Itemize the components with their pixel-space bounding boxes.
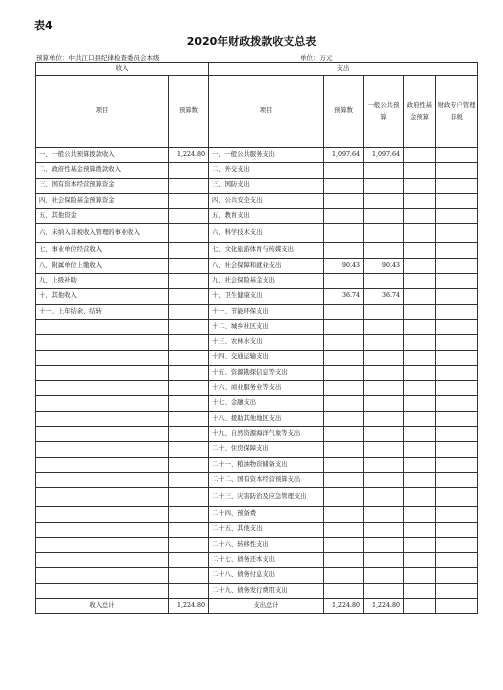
- table-row: [36, 193, 478, 208]
- income-item: [36, 488, 169, 507]
- expense-amount: [324, 381, 364, 396]
- expense-total-label: 支出总计: [209, 599, 324, 614]
- general-budget-amount: [364, 193, 404, 208]
- expense-amount: [324, 568, 364, 583]
- expense-amount: [324, 243, 364, 258]
- special-account-amount: [436, 427, 478, 442]
- income-total-amount: 1,224.80: [169, 599, 209, 614]
- gov-fund-amount: [404, 537, 436, 552]
- expense-item: 六、科学技术支出: [209, 224, 324, 243]
- table-row: [36, 224, 478, 243]
- gov-fund-amount: [404, 488, 436, 507]
- income-item: 四、社会保险基金预算资金: [36, 193, 169, 208]
- gov-fund-amount: [404, 365, 436, 380]
- income-amount: [169, 193, 209, 208]
- expense-amount: [324, 522, 364, 537]
- table-row: [36, 163, 478, 178]
- income-item: 三、国有资本经营预算资金: [36, 178, 169, 193]
- table-row: [36, 457, 478, 472]
- gov-fund-amount: [404, 442, 436, 457]
- expense-amount: [324, 442, 364, 457]
- income-amount: [169, 583, 209, 598]
- general-budget-amount: 36.74: [364, 289, 404, 304]
- expense-item: 二十五、其他支出: [209, 522, 324, 537]
- expense-amount: [324, 472, 364, 487]
- special-account-header: 财政专户管理非税: [436, 76, 478, 148]
- income-amount: [169, 381, 209, 396]
- gov-fund-amount: [404, 148, 436, 163]
- expense-amount: [324, 365, 364, 380]
- general-budget-header: 一般公共预算: [364, 76, 404, 148]
- special-account-amount: [436, 243, 478, 258]
- expense-amount: [324, 163, 364, 178]
- expense-item: 二十三、灾害防治及应急管理支出: [209, 488, 324, 507]
- expense-budget-header: 预算数: [324, 76, 364, 148]
- table-row: [36, 304, 478, 319]
- expense-amount: [324, 178, 364, 193]
- header-row-columns: [36, 76, 478, 148]
- currency-unit-label: 单位：万元: [300, 54, 333, 62]
- income-amount: [169, 457, 209, 472]
- special-account-amount: [436, 583, 478, 598]
- income-amount: [169, 243, 209, 258]
- general-budget-amount: [364, 583, 404, 598]
- table-row: [36, 274, 478, 289]
- income-item: [36, 381, 169, 396]
- income-item: 六、未纳入非税收入管理的事业收入: [36, 224, 169, 243]
- expense-item: 九、社会保险基金支出: [209, 274, 324, 289]
- special-account-amount: [436, 396, 478, 411]
- special-account-amount: [436, 457, 478, 472]
- expense-amount: [324, 224, 364, 243]
- income-item: 十一、上年结余、结转: [36, 304, 169, 319]
- gov-fund-amount: [404, 209, 436, 224]
- table-row: [36, 209, 478, 224]
- budget-summary-table: [35, 62, 478, 614]
- gov-fund-amount: [404, 522, 436, 537]
- special-account-amount: [436, 488, 478, 507]
- table-row: [36, 396, 478, 411]
- general-budget-amount: [364, 537, 404, 552]
- gov-fund-amount: [404, 274, 436, 289]
- special-account-amount: [436, 319, 478, 334]
- expense-amount: [324, 350, 364, 365]
- income-item: [36, 350, 169, 365]
- income-amount: [169, 488, 209, 507]
- general-budget-amount: [364, 304, 404, 319]
- table-row: [36, 335, 478, 350]
- table-row: [36, 258, 478, 273]
- expense-item: 十四、交通运输支出: [209, 350, 324, 365]
- income-item: 一、一般公共预算拨款收入: [36, 148, 169, 163]
- gov-fund-amount: [404, 163, 436, 178]
- income-item: [36, 472, 169, 487]
- income-item: [36, 568, 169, 583]
- gov-fund-amount: [404, 568, 436, 583]
- income-item: [36, 365, 169, 380]
- special-account-amount: [436, 209, 478, 224]
- income-amount: [169, 274, 209, 289]
- general-budget-amount: [364, 442, 404, 457]
- income-item: 二、政府性基金预算拨款收入: [36, 163, 169, 178]
- general-budget-amount: [364, 522, 404, 537]
- gov-fund-amount: [404, 258, 436, 273]
- expense-amount: [324, 335, 364, 350]
- expense-item: 三、国防支出: [209, 178, 324, 193]
- gov-fund-amount: [404, 319, 436, 334]
- income-amount: [169, 537, 209, 552]
- income-item: [36, 457, 169, 472]
- income-item: [36, 442, 169, 457]
- special-account-amount: [436, 553, 478, 568]
- expense-item: 七、文化旅游体育与传媒支出: [209, 243, 324, 258]
- gov-fund-amount: [404, 350, 436, 365]
- general-budget-amount: [364, 411, 404, 426]
- income-header: 收入: [36, 63, 209, 76]
- expense-item: 十一、节能环保支出: [209, 304, 324, 319]
- gov-fund-amount: [404, 507, 436, 522]
- expense-item: 二十四、预备费: [209, 507, 324, 522]
- header-row-top: [36, 63, 478, 76]
- income-amount: [169, 209, 209, 224]
- special-account-amount: [436, 507, 478, 522]
- special-account-amount: [436, 258, 478, 273]
- general-budget-amount: 90.43: [364, 258, 404, 273]
- expense-amount: [324, 583, 364, 598]
- expense-item: 五、教育支出: [209, 209, 324, 224]
- expense-item: 二十六、转移性支出: [209, 537, 324, 552]
- expense-total-amount: 1,224.80: [324, 599, 364, 614]
- income-item: [36, 583, 169, 598]
- expense-amount: [324, 507, 364, 522]
- table-row: [36, 522, 478, 537]
- income-item: [36, 427, 169, 442]
- table-row: [36, 583, 478, 598]
- general-budget-amount: [364, 365, 404, 380]
- total-row: [36, 599, 478, 614]
- gov-fund-amount: [404, 304, 436, 319]
- expense-item: 十八、援助其他地区支出: [209, 411, 324, 426]
- income-amount: [169, 427, 209, 442]
- expense-amount: [324, 193, 364, 208]
- table-row: [36, 472, 478, 487]
- general-budget-amount: [364, 319, 404, 334]
- gov-fund-amount: [404, 289, 436, 304]
- special-account-amount: [436, 537, 478, 552]
- expense-amount: 1,097.64: [324, 148, 364, 163]
- gov-fund-amount: [404, 583, 436, 598]
- general-budget-amount: [364, 507, 404, 522]
- budget-unit-label: 预算单位：中共江口县纪律检查委员会本级: [36, 54, 160, 62]
- income-total-label: 收入总计: [36, 599, 169, 614]
- income-item-header: 项目: [36, 76, 169, 148]
- income-item: 十、其他收入: [36, 289, 169, 304]
- special-account-total: [436, 599, 478, 614]
- table-row: [36, 488, 478, 507]
- special-account-amount: [436, 289, 478, 304]
- general-budget-amount: [364, 163, 404, 178]
- special-account-amount: [436, 522, 478, 537]
- income-amount: [169, 350, 209, 365]
- table-row: [36, 243, 478, 258]
- special-account-amount: [436, 224, 478, 243]
- income-amount: [169, 472, 209, 487]
- gov-fund-amount: [404, 193, 436, 208]
- special-account-amount: [436, 304, 478, 319]
- income-amount: [169, 507, 209, 522]
- table-row: [36, 178, 478, 193]
- expense-amount: [324, 457, 364, 472]
- expense-amount: [324, 209, 364, 224]
- expense-item: 二十二、国有资本经营预算支出: [209, 472, 324, 487]
- expense-item: 十三、农林水支出: [209, 335, 324, 350]
- income-item: [36, 507, 169, 522]
- expense-amount: [324, 411, 364, 426]
- table-row: [36, 537, 478, 552]
- table-row: [36, 350, 478, 365]
- general-budget-amount: [364, 472, 404, 487]
- expense-amount: [324, 319, 364, 334]
- income-item: 九、上级补助: [36, 274, 169, 289]
- general-budget-amount: [364, 350, 404, 365]
- expense-item: 十六、商业服务业等支出: [209, 381, 324, 396]
- special-account-amount: [436, 365, 478, 380]
- general-budget-amount: [364, 381, 404, 396]
- general-budget-amount: [364, 427, 404, 442]
- expense-amount: [324, 274, 364, 289]
- income-item: [36, 553, 169, 568]
- income-item: [36, 537, 169, 552]
- general-budget-amount: [364, 243, 404, 258]
- general-budget-amount: [364, 553, 404, 568]
- expense-amount: [324, 427, 364, 442]
- special-account-amount: [436, 381, 478, 396]
- general-budget-amount: [364, 209, 404, 224]
- income-amount: [169, 335, 209, 350]
- expense-amount: 36.74: [324, 289, 364, 304]
- table-row: [36, 148, 478, 163]
- table-row: [36, 568, 478, 583]
- expense-item: 十、卫生健康支出: [209, 289, 324, 304]
- table-row: [36, 289, 478, 304]
- income-item: [36, 319, 169, 334]
- gov-fund-amount: [404, 553, 436, 568]
- gov-fund-amount: [404, 411, 436, 426]
- income-amount: [169, 568, 209, 583]
- income-amount: 1,224.80: [169, 148, 209, 163]
- expense-amount: [324, 553, 364, 568]
- special-account-amount: [436, 568, 478, 583]
- expense-item: 八、社会保障和就业支出: [209, 258, 324, 273]
- table-row: [36, 381, 478, 396]
- expense-header: 支出: [209, 63, 478, 76]
- expense-item: 十五、资源勘探信息等支出: [209, 365, 324, 380]
- gov-fund-total: [404, 599, 436, 614]
- table-row: [36, 365, 478, 380]
- general-budget-amount: [364, 396, 404, 411]
- table-row: [36, 442, 478, 457]
- expense-amount: [324, 304, 364, 319]
- special-account-amount: [436, 178, 478, 193]
- income-amount: [169, 289, 209, 304]
- income-item: [36, 335, 169, 350]
- expense-item: 二、外交支出: [209, 163, 324, 178]
- general-budget-amount: [364, 274, 404, 289]
- general-budget-amount: [364, 335, 404, 350]
- income-amount: [169, 224, 209, 243]
- expense-item: 一、一般公共服务支出: [209, 148, 324, 163]
- table-row: [36, 507, 478, 522]
- income-amount: [169, 442, 209, 457]
- expense-item: 二十一、粮油物资储备支出: [209, 457, 324, 472]
- expense-amount: [324, 396, 364, 411]
- expense-item: 十九、自然资源海洋气象等支出: [209, 427, 324, 442]
- special-account-amount: [436, 274, 478, 289]
- expense-item: 十二、城乡社区支出: [209, 319, 324, 334]
- general-budget-amount: [364, 224, 404, 243]
- special-account-amount: [436, 193, 478, 208]
- expense-item: 二十七、债务还本支出: [209, 553, 324, 568]
- expense-item: 四、公共安全支出: [209, 193, 324, 208]
- special-account-amount: [436, 163, 478, 178]
- general-budget-total: 1,224.80: [364, 599, 404, 614]
- gov-fund-header: 政府性基金预算: [404, 76, 436, 148]
- income-amount: [169, 178, 209, 193]
- table-row: [36, 553, 478, 568]
- gov-fund-amount: [404, 243, 436, 258]
- income-amount: [169, 258, 209, 273]
- general-budget-amount: [364, 488, 404, 507]
- special-account-amount: [436, 148, 478, 163]
- table-number: 表4: [34, 19, 53, 32]
- income-item: [36, 522, 169, 537]
- income-item: 八、附属单位上缴收入: [36, 258, 169, 273]
- page-title: 2020年财政拨款收支总表: [186, 35, 317, 48]
- gov-fund-amount: [404, 396, 436, 411]
- gov-fund-amount: [404, 224, 436, 243]
- special-account-amount: [436, 411, 478, 426]
- income-amount: [169, 396, 209, 411]
- table-row: [36, 411, 478, 426]
- income-amount: [169, 522, 209, 537]
- expense-item: 十七、金融支出: [209, 396, 324, 411]
- general-budget-amount: [364, 178, 404, 193]
- income-amount: [169, 553, 209, 568]
- gov-fund-amount: [404, 335, 436, 350]
- general-budget-amount: [364, 457, 404, 472]
- table-row: [36, 427, 478, 442]
- special-account-amount: [436, 472, 478, 487]
- expense-item: 二十、住房保障支出: [209, 442, 324, 457]
- special-account-amount: [436, 350, 478, 365]
- gov-fund-amount: [404, 178, 436, 193]
- income-budget-header: 预算数: [169, 76, 209, 148]
- income-amount: [169, 163, 209, 178]
- gov-fund-amount: [404, 381, 436, 396]
- income-amount: [169, 365, 209, 380]
- expense-item: 二十八、债务付息支出: [209, 568, 324, 583]
- expense-item: 二十九、债务发行费用支出: [209, 583, 324, 598]
- gov-fund-amount: [404, 457, 436, 472]
- income-item: [36, 411, 169, 426]
- gov-fund-amount: [404, 427, 436, 442]
- income-item: [36, 396, 169, 411]
- income-amount: [169, 411, 209, 426]
- special-account-amount: [436, 335, 478, 350]
- table-row: [36, 319, 478, 334]
- income-amount: [169, 304, 209, 319]
- income-item: 五、其他资金: [36, 209, 169, 224]
- expense-amount: 90.43: [324, 258, 364, 273]
- expense-amount: [324, 537, 364, 552]
- general-budget-amount: [364, 568, 404, 583]
- general-budget-amount: 1,097.64: [364, 148, 404, 163]
- expense-amount: [324, 488, 364, 507]
- gov-fund-amount: [404, 472, 436, 487]
- expense-item-header: 项目: [209, 76, 324, 148]
- income-amount: [169, 319, 209, 334]
- income-item: 七、事业单位经营收入: [36, 243, 169, 258]
- special-account-amount: [436, 442, 478, 457]
